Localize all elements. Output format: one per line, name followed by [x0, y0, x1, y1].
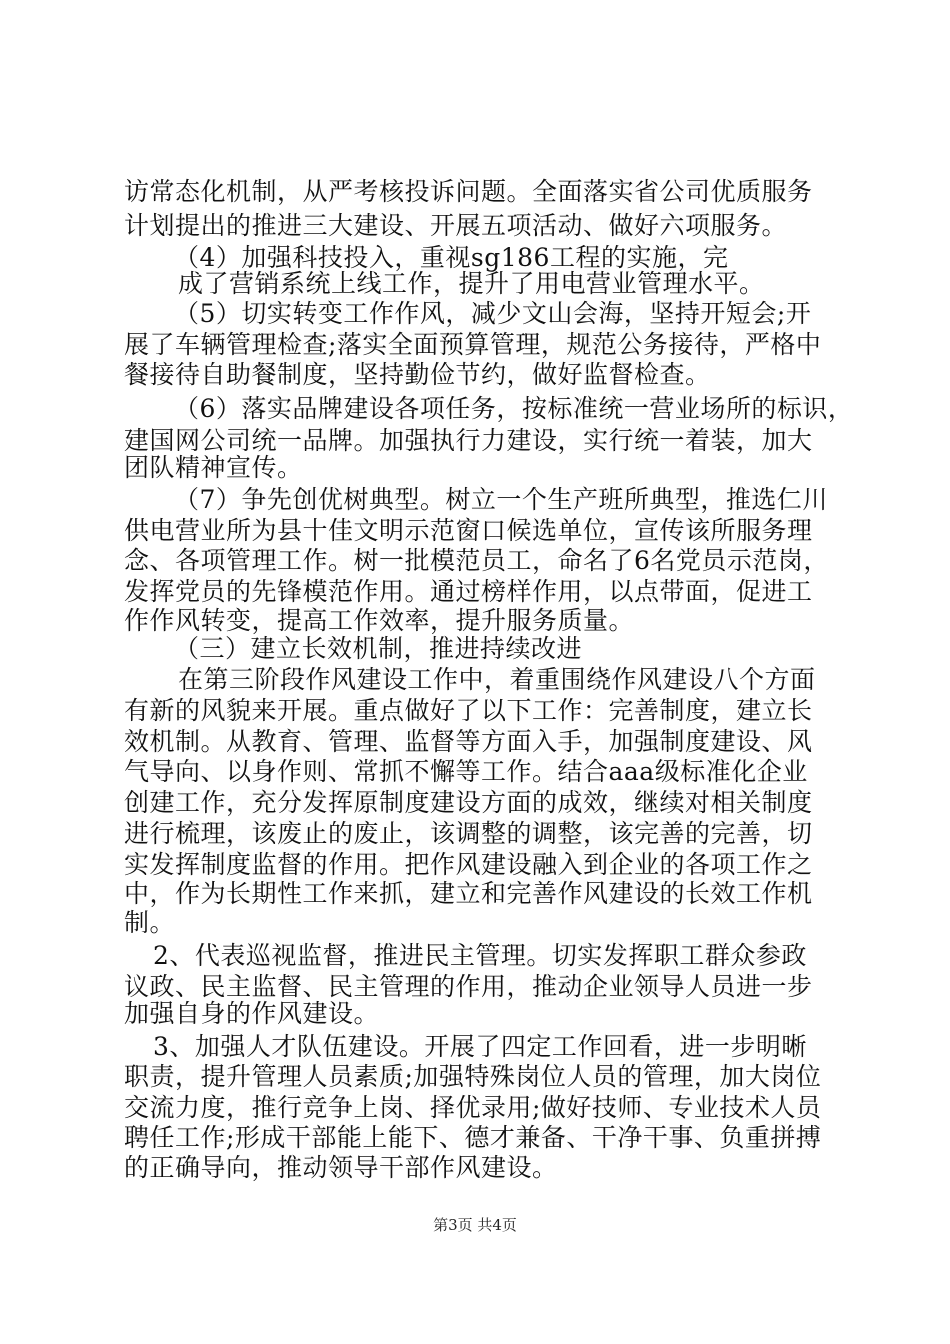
body-line: 加强自身的作风建设。	[124, 999, 380, 1028]
body-line: （6）落实品牌建设各项任务，按标准统一营业场所的标识，	[174, 394, 854, 423]
body-line: 计划提出的推进三大建设、开展五项活动、做好六项服务。	[124, 211, 788, 240]
body-line: 作作风转变，提高工作效率，提升服务质量。	[124, 606, 635, 635]
body-line: 中，作为长期性工作来抓，建立和完善作风建设的长效工作机	[124, 879, 813, 908]
body-line: 进行梳理，该废止的废止，该调整的调整，该完善的完善，切	[124, 819, 813, 848]
body-line: 餐接待自助餐制度，坚持勤俭节约，做好监督检查。	[124, 360, 711, 389]
body-line: 创建工作，充分发挥原制度建设方面的成效，继续对相关制度	[124, 788, 813, 817]
body-line: 议政、民主监督、民主管理的作用，推动企业领导人员进一步	[124, 972, 813, 1001]
body-line: 成了营销系统上线工作，提升了用电营业管理水平。	[178, 269, 765, 298]
body-line: 在第三阶段作风建设工作中，着重围绕作风建设八个方面	[178, 665, 816, 694]
body-line: 职责，提升管理人员素质;加强特殊岗位人员的管理，加大岗位	[124, 1062, 822, 1091]
body-line: 发挥党员的先锋模范作用。通过榜样作用，以点带面，促进工	[124, 577, 813, 606]
body-line: 的正确导向，推动领导干部作风建设。	[124, 1153, 558, 1182]
body-line: 3、加强人才队伍建设。开展了四定工作回看，进一步明晰	[153, 1032, 807, 1061]
body-line: （5）切实转变工作作风，减少文山会海，坚持开短会;开	[174, 299, 812, 328]
body-line: 制。	[124, 908, 176, 937]
body-line: 2、代表巡视监督，推进民主管理。切实发挥职工群众参政	[153, 941, 807, 970]
body-line: 实发挥制度监督的作用。把作风建设融入到企业的各项工作之	[124, 850, 813, 879]
body-line: 有新的风貌来开展。重点做好了以下工作：完善制度，建立长	[124, 696, 813, 725]
page-number-footer: 第3页 共4页	[433, 1216, 517, 1234]
body-line: 供电营业所为县十佳文明示范窗口候选单位，宣传该所服务理	[124, 516, 813, 545]
body-line: 气导向、以身作则、常抓不懈等工作。结合aaa级标准化企业	[124, 757, 808, 786]
body-line: 展了车辆管理检查;落实全面预算管理，规范公务接待，严格中	[124, 330, 822, 359]
body-line: 团队精神宣传。	[124, 453, 303, 482]
body-line: 建国网公司统一品牌。加强执行力建设，实行统一着装，加大	[124, 426, 813, 455]
section-heading: （三）建立长效机制，推进持续改进	[174, 634, 583, 663]
body-line: 交流力度，推行竞争上岗、择优录用;做好技师、专业技术人员	[124, 1093, 822, 1122]
body-line: （7）争先创优树典型。树立一个生产班所典型，推选仁川	[174, 485, 828, 514]
body-line: （4）加强科技投入，重视sg186工程的实施，完	[174, 243, 729, 272]
body-line: 效机制。从教育、管理、监督等方面入手，加强制度建设、风	[124, 727, 813, 756]
body-line: 念、各项管理工作。树一批模范员工，命名了6名党员示范岗，	[124, 546, 829, 575]
body-line: 访常态化机制，从严考核投诉问题。全面落实省公司优质服务	[124, 177, 813, 206]
body-line: 聘任工作;形成干部能上能下、德才兼备、干净干事、负重拼搏	[124, 1123, 822, 1152]
